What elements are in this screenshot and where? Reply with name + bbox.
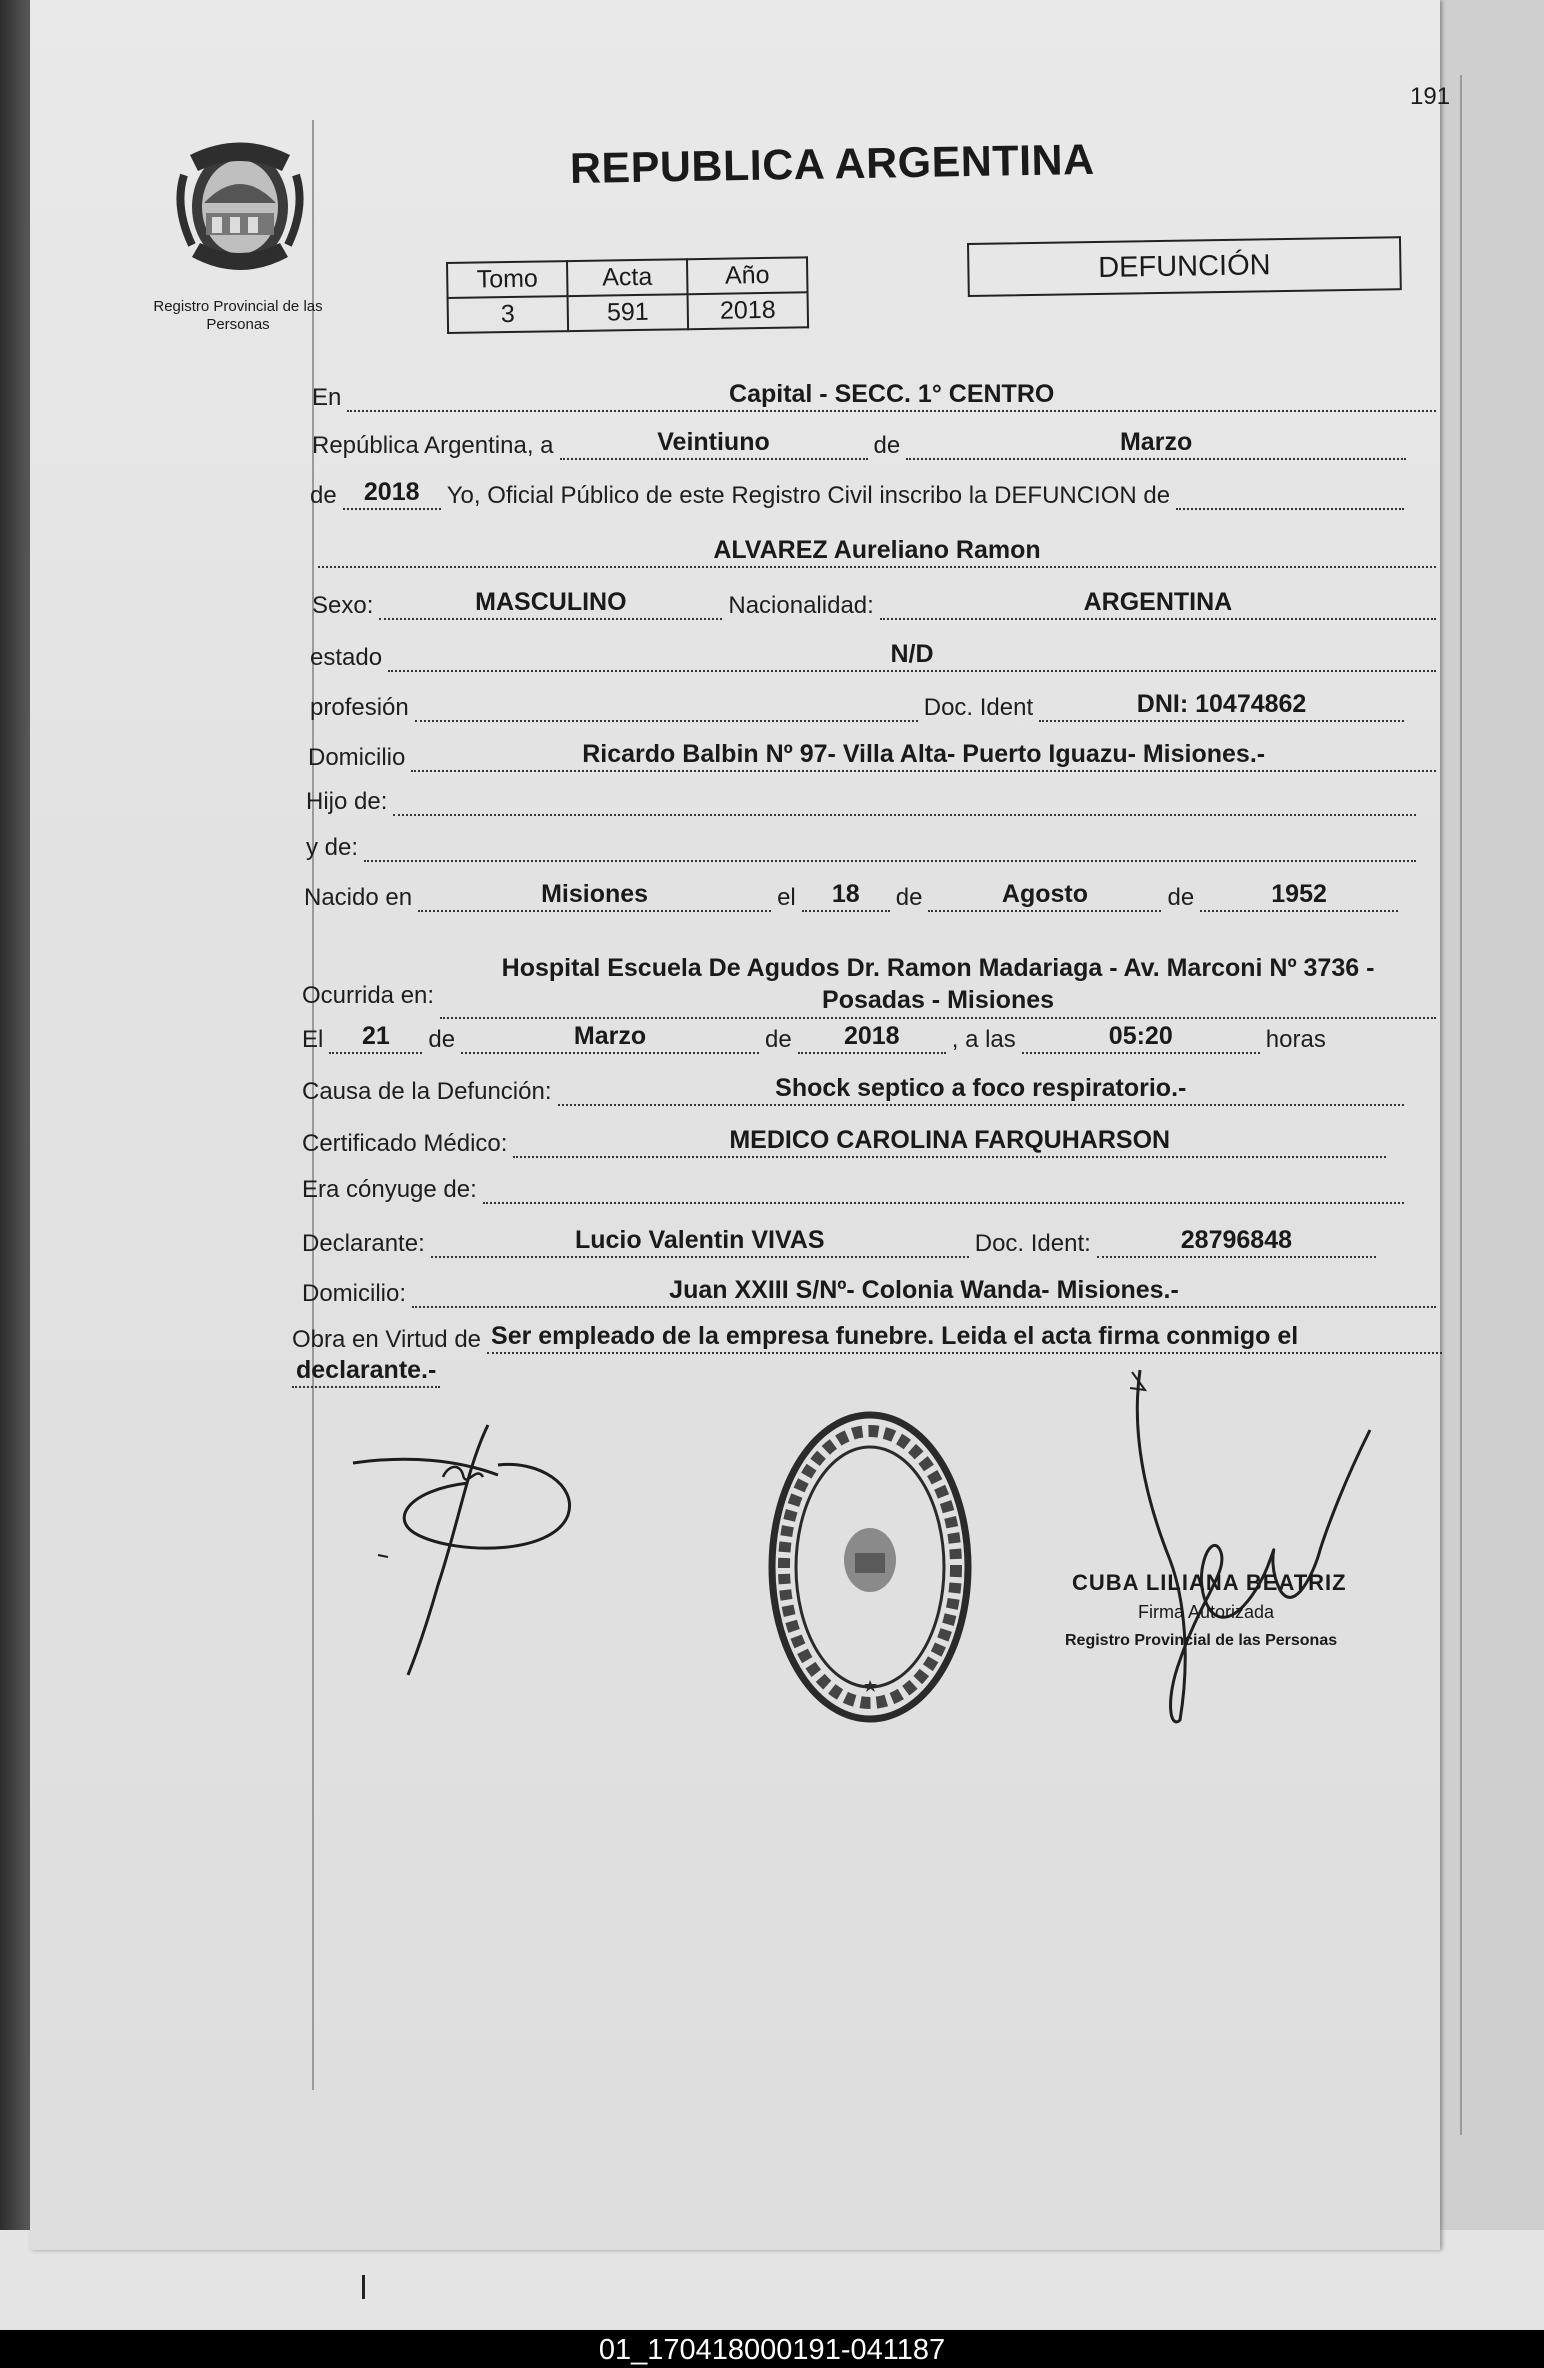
row-profesion (310, 690, 1410, 722)
page-number: 191 (1410, 83, 1451, 110)
hijo-label: Hijo de: (306, 788, 388, 815)
sexo-label: Sexo: (312, 592, 374, 619)
scan-mark (362, 2275, 365, 2299)
act-type-box: DEFUNCIÓN (967, 236, 1402, 297)
ocurrida-value (440, 952, 1436, 1019)
conyuge-label: Era cónyuge de: (302, 1176, 477, 1203)
domicilio-label: Domicilio (308, 744, 406, 771)
ocurrida-label: Ocurrida en: (302, 981, 435, 1009)
row-declarante (302, 1226, 1382, 1258)
row-domicilio (308, 740, 1442, 772)
domicilio2-value: Juan XXIII S/Nº- Colonia Wanda- Misiones.- (412, 1276, 1436, 1308)
row-defuncion-fecha (302, 1022, 1442, 1054)
registry-seal (765, 1405, 975, 1730)
de-label: de (873, 432, 901, 459)
stamp-official-role: Firma Autorizada (1138, 1602, 1275, 1622)
nacionalidad-label: Nacionalidad: (728, 592, 874, 619)
mes-value: Marzo (906, 428, 1406, 460)
tomo-value: 3 (448, 296, 569, 333)
doc-ident-value: DNI: 10474862 (1039, 690, 1404, 722)
el-cap-label: El (302, 1026, 324, 1053)
obra-line-2: declarante.- (292, 1356, 440, 1388)
nacido-label: Nacido en (304, 884, 413, 911)
stamp-official-name: CUBA LILIANA BEATRIZ (1072, 1570, 1347, 1595)
anio-value: 2018 (343, 478, 441, 510)
row-en (312, 380, 1442, 412)
nacimiento-mes: Agosto (928, 880, 1161, 912)
anio-value: 2018 (688, 292, 809, 329)
causa-label: Causa de la Defunción: (302, 1078, 552, 1105)
document-sheet (30, 0, 1451, 2250)
profesion-value (415, 719, 918, 722)
profesion-label: profesión (310, 694, 409, 721)
right-margin-line (1460, 75, 1462, 2135)
de-anio-label: de (310, 482, 337, 509)
row-obra (292, 1322, 1442, 1354)
certificado-label: Certificado Médico: (302, 1130, 508, 1157)
obra-line-1: Ser empleado de la empresa funebre. Leida el acta firma conmigo el (487, 1322, 1442, 1354)
conyuge-value (483, 1201, 1404, 1204)
certificado-value: MEDICO CAROLINA FARQUHARSON (513, 1126, 1386, 1158)
scan-file-id: 01_170418000191-041187 (598, 2334, 946, 2366)
row-conyuge (302, 1176, 1410, 1204)
defuncion-dia: 21 (329, 1022, 422, 1054)
doc-ident2-label: Doc. Ident: (974, 1230, 1091, 1257)
document-title: REPUBLICA ARGENTINA (569, 135, 1096, 193)
defuncion-anio: 2018 (798, 1022, 946, 1054)
sexo-value: MASCULINO (379, 588, 722, 620)
obra-label: Obra en Virtud de (292, 1326, 482, 1353)
defuncion-hora: 05:20 (1022, 1022, 1260, 1054)
row-certificado (302, 1126, 1392, 1158)
causa-value: Shock septico a foco respiratorio.- (558, 1074, 1405, 1106)
nac-de-label: de (895, 884, 923, 911)
dia-value: Veintiuno (560, 428, 868, 460)
defuncion-mes: Marzo (461, 1022, 759, 1054)
y-de-value (364, 859, 1416, 862)
el-label: el (777, 884, 796, 911)
official-signature (1070, 1360, 1390, 1740)
row-nacido (304, 880, 1404, 912)
anio-header: Año (687, 257, 808, 294)
ocurrida-line-2: Posadas - Misiones (822, 986, 1055, 1014)
domicilio-value: Ricardo Balbin Nº 97- Villa Alta- Puerto Iguazu- Misiones.- (411, 740, 1436, 772)
row-inscribo (310, 478, 1410, 510)
row-fecha (312, 428, 1412, 460)
declarant-signature (348, 1405, 588, 1685)
declarante-label: Declarante: (302, 1230, 425, 1257)
horas-label: horas (1265, 1026, 1326, 1053)
def-de-label: de (428, 1026, 456, 1053)
estado-value: N/D (388, 640, 1436, 672)
republica-label: República Argentina, a (312, 432, 554, 459)
alas-label: , a las (951, 1026, 1016, 1053)
row-obra-2 (292, 1356, 446, 1388)
estado-label: estado (310, 644, 383, 671)
inscribo-text: Yo, Oficial Público de este Registro Civil inscribo la DEFUNCION de (446, 482, 1171, 509)
en-label: En (312, 384, 342, 411)
nacimiento-dia: 18 (802, 880, 890, 912)
acta-header: Acta (567, 259, 688, 296)
row-hijo (306, 788, 1422, 816)
doc-ident-label: Doc. Ident (923, 694, 1034, 721)
nac-de2-label: de (1167, 884, 1195, 911)
doc-ident2-value: 28796848 (1097, 1226, 1376, 1258)
row-ocurrida (302, 952, 1442, 1019)
y-de-label: y de: (306, 834, 359, 861)
nacido-lugar: Misiones (418, 880, 771, 912)
domicilio2-label: Domicilio: (302, 1280, 407, 1307)
row-estado (310, 640, 1442, 672)
death-certificate-form (30, 0, 1440, 2250)
nacimiento-anio: 1952 (1200, 880, 1398, 912)
logo-caption: Registro Provincial de las Personas (153, 298, 323, 333)
row-y-de (306, 834, 1422, 862)
declarante-value: Lucio Valentin VIVAS (431, 1226, 969, 1258)
nacionalidad-value: ARGENTINA (880, 588, 1436, 620)
ocurrida-line-1: Hospital Escuela De Agudos Dr. Ramon Madariaga - Av. Marconi Nº 3736 - (501, 954, 1375, 982)
row-sexo (312, 588, 1442, 620)
row-domicilio2 (302, 1276, 1442, 1308)
stamp-registry-name: Registro Provincial de las Personas (1065, 1632, 1338, 1649)
tomo-header: Tomo (447, 261, 568, 298)
def-de2-label: de (765, 1026, 792, 1053)
row-fallecido (312, 536, 1442, 568)
inscribo-blank (1176, 507, 1404, 510)
en-value: Capital - SECC. 1° CENTRO (347, 380, 1436, 412)
hijo-value (393, 813, 1416, 816)
deceased-name: ALVAREZ Aureliano Ramon (318, 536, 1436, 568)
acta-value: 591 (568, 294, 689, 331)
row-causa (302, 1074, 1410, 1106)
